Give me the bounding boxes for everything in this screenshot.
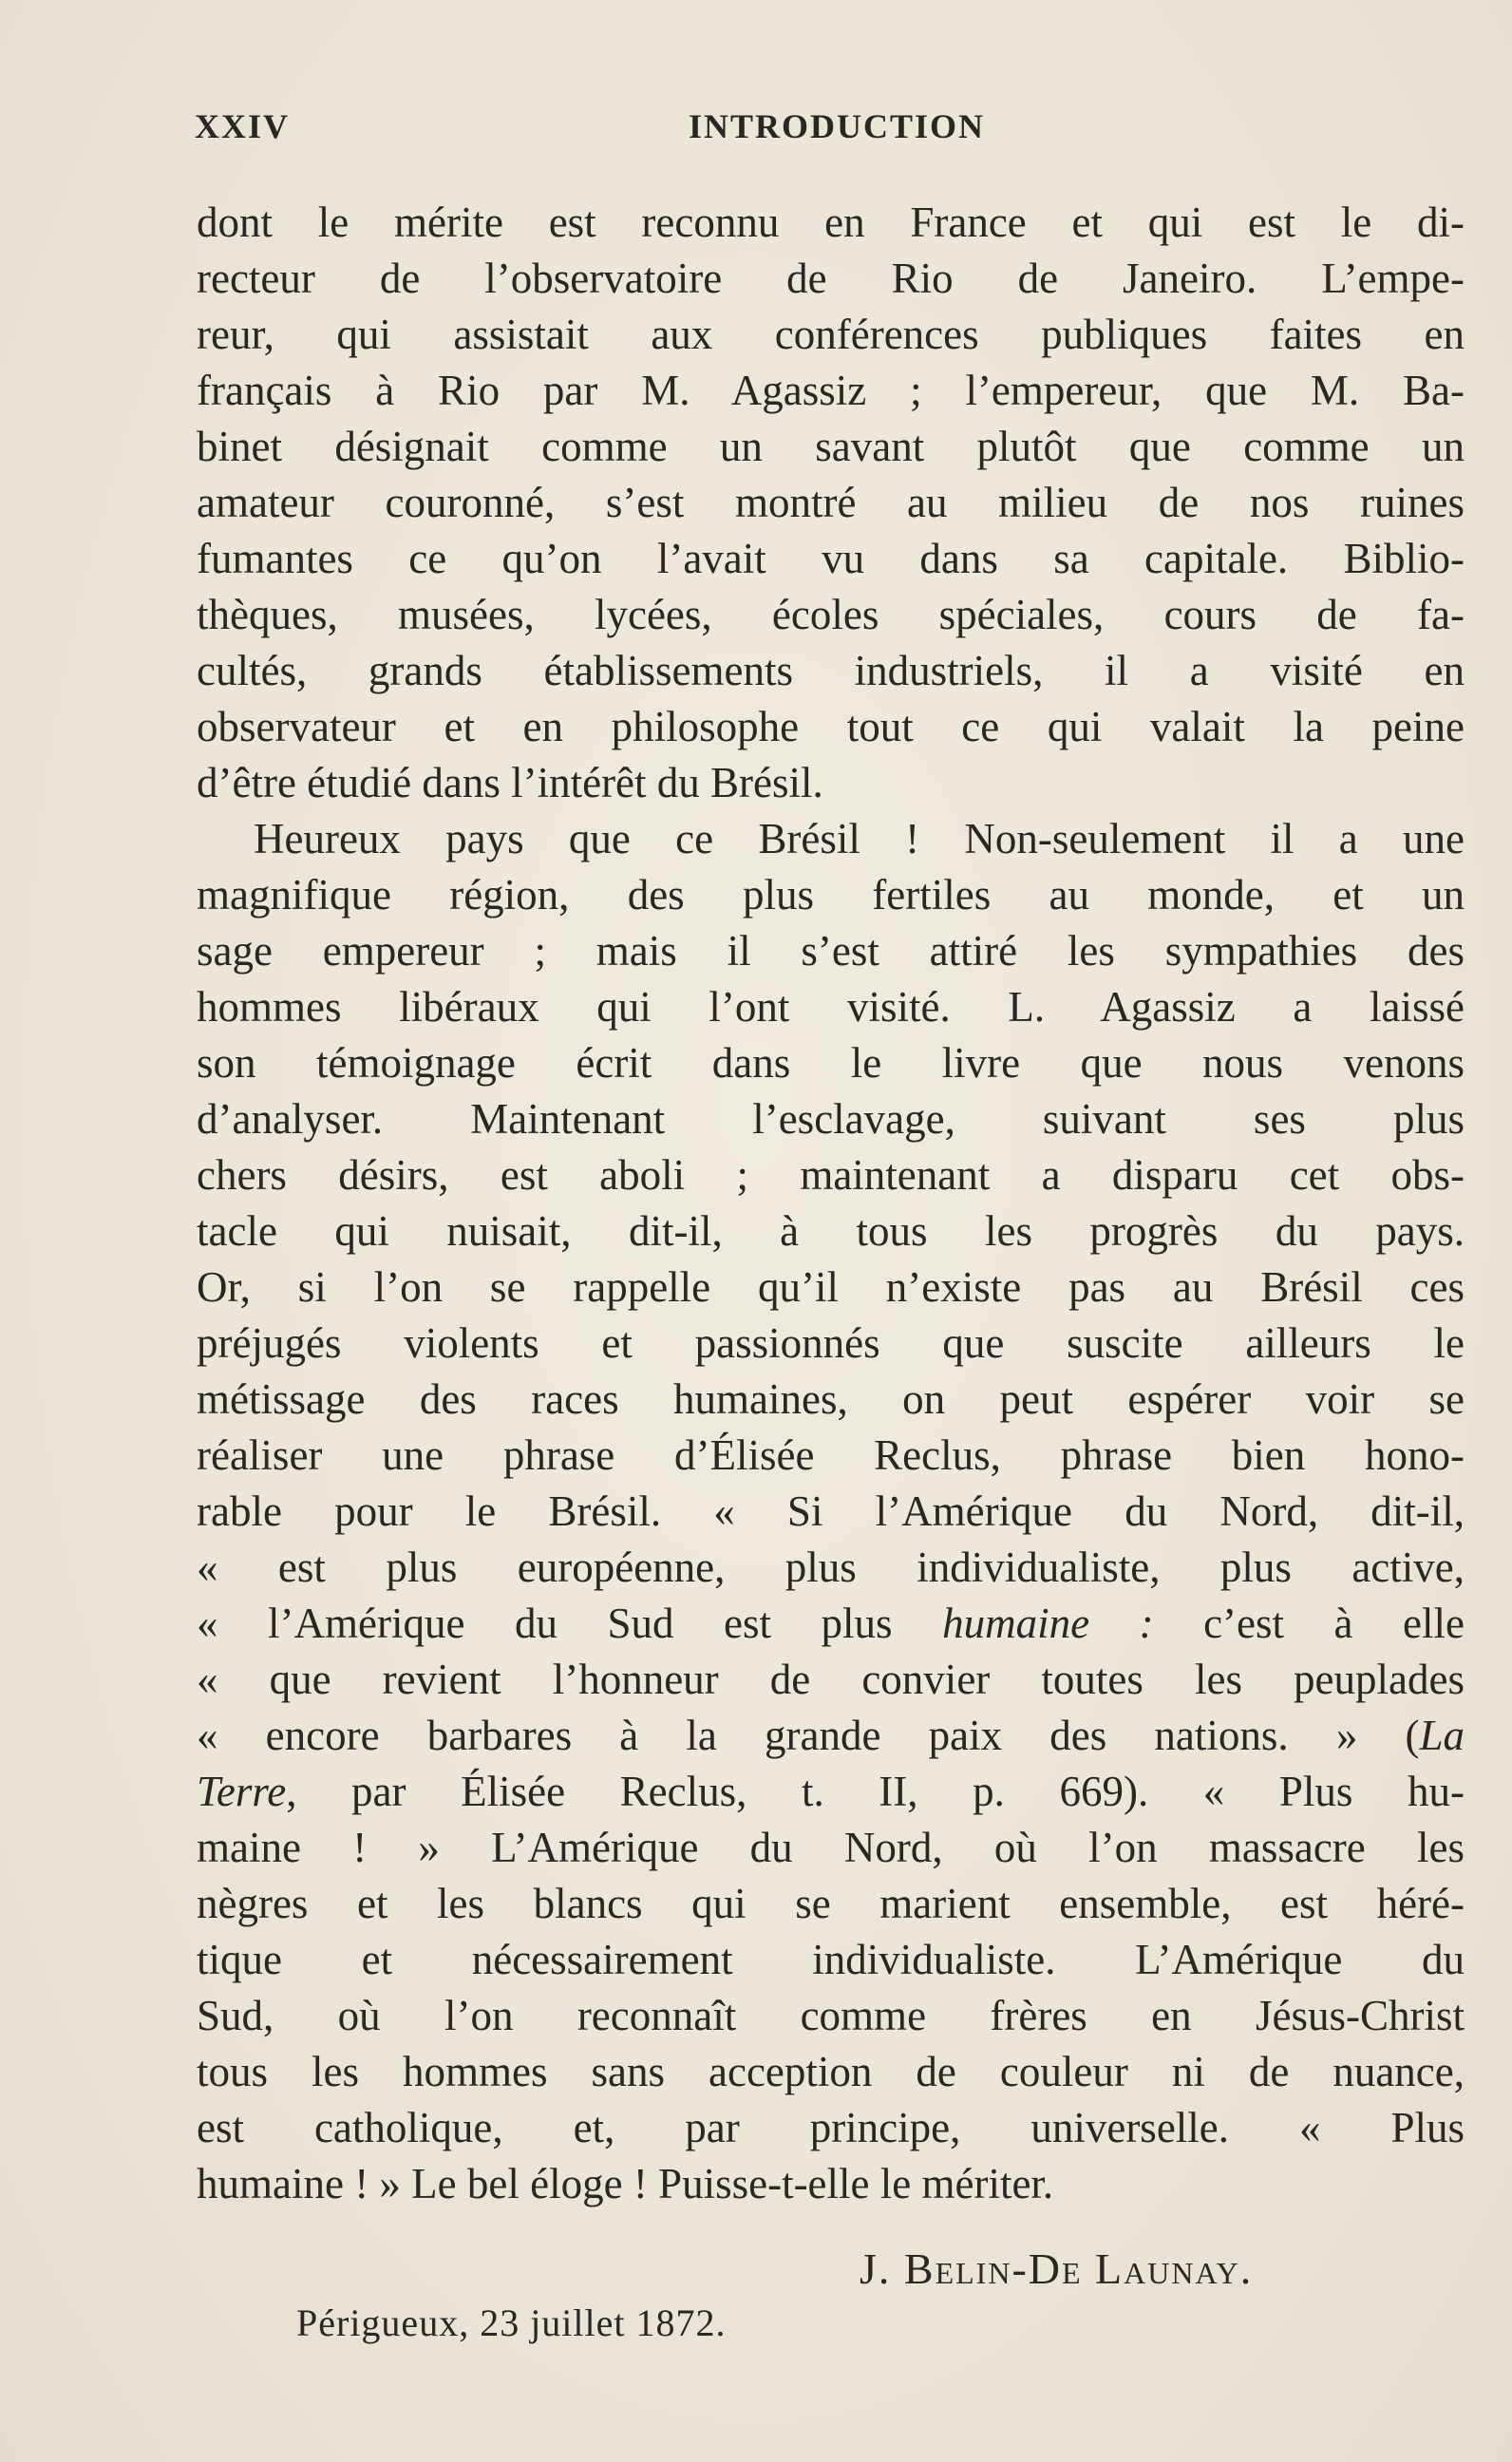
text-run: « encore barbares à la grande paix des nations. » ( xyxy=(197,1712,1420,1759)
text-line xyxy=(197,2044,1465,2100)
text-run: reur, qui assistait aux conférences publiques faites en xyxy=(197,311,1465,358)
text-run: observateur et en philosophe tout ce qui valait la peine xyxy=(197,703,1465,750)
text-run: sage empereur ; mais il s’est attiré les sympathies des xyxy=(197,927,1465,975)
text-line xyxy=(197,1876,1465,1932)
signature-initial: J. xyxy=(860,2244,904,2293)
text-line xyxy=(197,867,1465,923)
text-run: binet désignait comme un savant plutôt que comme un xyxy=(197,423,1465,470)
italic-run: La xyxy=(1419,1712,1465,1759)
text-line xyxy=(197,475,1465,531)
author-signature xyxy=(860,2244,1253,2294)
text-run: maine ! » L’Amérique du Nord, où l’on massacre les xyxy=(197,1824,1465,1871)
place-and-date: Périgueux, 23 juillet 1872. xyxy=(296,2301,727,2344)
text-line xyxy=(197,643,1465,699)
text-line xyxy=(197,307,1465,363)
italic-run: humaine : xyxy=(942,1600,1154,1647)
italic-run: Terre xyxy=(197,1768,287,1815)
text-run: magnifique région, des plus fertiles au monde, et un xyxy=(197,871,1465,919)
text-run: son témoignage écrit dans le livre que nous venons xyxy=(197,1039,1465,1087)
text-run: est catholique, et, par principe, universelle. « Plus xyxy=(197,2104,1465,2151)
text-run: Heureux pays que ce Brésil ! Non-seulement il a une xyxy=(254,815,1465,862)
text-line xyxy=(197,1820,1465,1876)
text-line xyxy=(197,1316,1465,1372)
text-run: « l’Amérique du Sud est plus xyxy=(197,1600,943,1647)
text-line xyxy=(197,923,1465,979)
text-run: chers désirs, est aboli ; maintenant a disparu cet obs- xyxy=(197,1151,1465,1199)
text-line xyxy=(197,1596,1465,1652)
text-run: d’analyser. Maintenant l’esclavage, suivant ses plus xyxy=(197,1095,1465,1143)
text-line xyxy=(197,587,1465,643)
text-run: métissage des races humaines, on peut espérer voir se xyxy=(197,1375,1465,1423)
text-line xyxy=(197,1091,1465,1147)
text-line xyxy=(197,1652,1465,1708)
text-run: préjugés violents et passionnés que suscite ailleurs le xyxy=(197,1319,1465,1367)
text-line xyxy=(197,1932,1465,1988)
text-run: Sud, où l’on reconnaît comme frères en Jésus-Christ xyxy=(197,1992,1465,2039)
text-line xyxy=(197,755,1465,811)
text-run: tacle qui nuisait, dit-il, à tous les progrès du pays. xyxy=(197,1207,1465,1255)
text-run: amateur couronné, s’est montré au milieu de nos ruines xyxy=(197,479,1465,526)
text-run: nègres et les blancs qui se marient ensemble, est héré- xyxy=(197,1880,1465,1927)
text-line xyxy=(197,251,1465,307)
text-line xyxy=(197,419,1465,475)
text-run: Or, si l’on se rappelle qu’il n’existe pas au Brésil ces xyxy=(197,1263,1465,1311)
text-run: tous les hommes sans acception de couleur ni de nuance, xyxy=(197,2048,1465,2095)
signature-name: Belin-De Launay. xyxy=(903,2244,1254,2293)
text-line xyxy=(197,1540,1465,1596)
text-run: recteur de l’observatoire de Rio de Janeiro. L’empe- xyxy=(197,255,1465,302)
text-line xyxy=(197,1484,1465,1540)
text-line xyxy=(197,195,1465,251)
text-line xyxy=(197,1764,1465,1820)
text-run-after: c’est à elle xyxy=(1153,1600,1465,1647)
text-line xyxy=(197,1428,1465,1484)
text-run: rable pour le Brésil. « Si l’Amérique du Nord, dit-il, xyxy=(197,1487,1465,1535)
text-run: d’être étudié dans l’intérêt du Brésil. xyxy=(197,759,823,806)
text-line xyxy=(197,1203,1465,1259)
text-line xyxy=(197,2156,1465,2212)
text-line xyxy=(197,531,1465,587)
text-line xyxy=(197,1035,1465,1091)
body-text xyxy=(197,195,1465,2212)
running-head xyxy=(195,106,1467,154)
text-line xyxy=(197,1372,1465,1428)
text-line xyxy=(197,2100,1465,2156)
text-line xyxy=(197,1708,1465,1764)
text-run: « que revient l’honneur de convier toutes les peuplades xyxy=(197,1656,1465,1703)
text-run: thèques, musées, lycées, écoles spéciales, cours de fa- xyxy=(197,591,1465,638)
text-run: réaliser une phrase d’Élisée Reclus, phrase bien hono- xyxy=(197,1431,1465,1479)
text-line xyxy=(197,1988,1465,2044)
text-run: cultés, grands établissements industriels, il a visité en xyxy=(197,647,1465,694)
text-line xyxy=(197,811,1465,867)
running-title: INTRODUCTION xyxy=(689,107,986,145)
text-run: humaine ! » Le bel éloge ! Puisse-t-elle le mériter. xyxy=(197,2160,1054,2207)
text-run: « est plus européenne, plus individualiste, plus active, xyxy=(197,1543,1465,1591)
page-number: XXIV xyxy=(195,107,291,145)
text-line xyxy=(197,363,1465,419)
text-line xyxy=(197,1259,1465,1316)
text-run: hommes libéraux qui l’ont visité. L. Agassiz a laissé xyxy=(197,983,1465,1031)
text-run: français à Rio par M. Agassiz ; l’empereur, que M. Ba- xyxy=(197,367,1465,414)
text-run: fumantes ce qu’on l’avait vu dans sa capitale. Biblio- xyxy=(197,535,1465,582)
text-run-after: , par Élisée Reclus, t. II, p. 669). « Plus hu- xyxy=(286,1768,1465,1815)
text-line xyxy=(197,979,1465,1035)
text-line xyxy=(197,1147,1465,1203)
text-run: tique et nécessairement individualiste. L’Amérique du xyxy=(197,1936,1465,1983)
text-line xyxy=(197,699,1465,755)
text-run: dont le mérite est reconnu en France et qui est le di- xyxy=(197,199,1465,246)
